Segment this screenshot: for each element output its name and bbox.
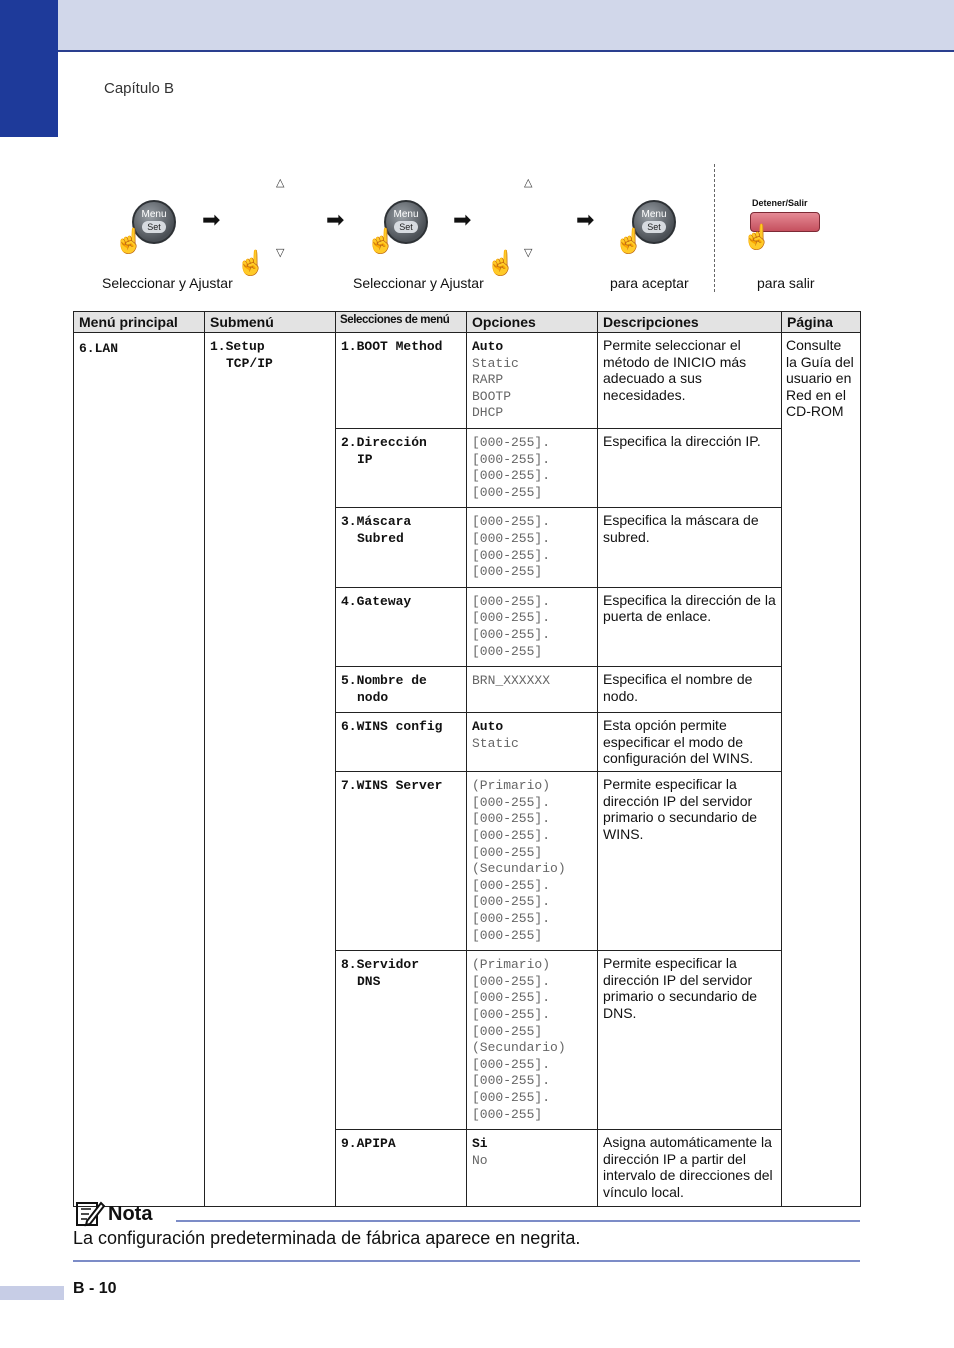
submenu-num: 1.	[210, 339, 226, 354]
selection-label: Dirección	[356, 434, 427, 450]
default-option: Si	[472, 1136, 488, 1152]
option-value: [000-255].	[472, 794, 551, 810]
arrow-right-icon: ➡	[202, 207, 221, 232]
option-value: RARP	[472, 372, 504, 388]
down-triangle-icon: ▽	[276, 247, 285, 259]
selection-label: Servidor	[356, 957, 420, 973]
option-value: BOOTP	[472, 388, 512, 404]
up-triangle-icon: △	[276, 177, 285, 189]
pointing-hand-icon: ☝	[614, 228, 644, 255]
arrow-right-icon: ➡	[576, 207, 595, 232]
option-value: [000-255]	[472, 927, 543, 943]
option-value: [000-255].	[472, 626, 551, 642]
option-value: [000-255].	[472, 877, 551, 893]
option-value: BRN_XXXXXX	[472, 673, 551, 689]
selection-cell	[336, 428, 467, 507]
selection-cell	[336, 951, 467, 1130]
option-value: [000-255]	[472, 484, 543, 500]
header-submenu: Submenú	[205, 312, 336, 333]
submenu-line1: Setup	[225, 339, 265, 354]
menu-key-label: Menu	[393, 209, 419, 220]
option-value: [000-255].	[472, 547, 551, 563]
header-options: Opciones	[467, 312, 598, 333]
down-triangle-icon: ▽	[524, 247, 533, 259]
options-cell	[467, 1130, 598, 1207]
page-cell: Consulte la Guía del usuario en Red en el CD-ROM	[782, 333, 861, 1207]
selection-label: Máscara	[356, 514, 412, 530]
divider	[714, 164, 715, 292]
option-value: Static	[472, 355, 519, 371]
header-menu-selections: Selecciones de menú	[336, 312, 467, 333]
option-value: DHCP	[472, 405, 504, 421]
selection-num: 1.	[341, 339, 357, 354]
option-value: [000-255].	[472, 911, 551, 927]
option-value: [000-255].	[472, 1007, 551, 1022]
table-row	[74, 333, 861, 429]
selection-cell	[336, 713, 467, 772]
selection-num: 3.	[341, 514, 357, 530]
option-value: [000-255].	[472, 1056, 551, 1072]
default-option: Auto	[472, 339, 504, 354]
arrow-right-icon: ➡	[326, 207, 345, 232]
description-cell: Permite especificar la dirección IP del servidor primario o secundario de WINS.	[598, 772, 782, 951]
selection-num: 9.	[341, 1136, 357, 1152]
options-cell	[467, 667, 598, 713]
header-bar	[0, 0, 954, 52]
menu-key-label: Menu	[641, 209, 667, 220]
selection-num: 7.	[341, 778, 357, 794]
option-value: [000-255]	[472, 1023, 543, 1039]
description-cell: Asigna automáticamente la dirección IP a partir del intervalo de direcciones del vínculo local.	[598, 1130, 782, 1207]
note-text: La configuración predeterminada de fábrica aparece en negrita.	[73, 1228, 581, 1248]
footer-bar	[0, 1286, 64, 1300]
option-value: [000-255].	[472, 811, 551, 827]
option-value: [000-255].	[472, 1073, 551, 1089]
label-select-set-1: Seleccionar y Ajustar	[102, 275, 233, 291]
pointing-hand-icon: ☝	[742, 224, 772, 251]
description-cell: Especifica el nombre de nodo.	[598, 667, 782, 713]
selection-label-line2: DNS	[357, 973, 381, 989]
header-descriptions: Descripciones	[598, 312, 782, 333]
option-value: [000-255].	[472, 990, 551, 1006]
note-divider	[176, 1220, 860, 1222]
description-cell: Esta opción permite especificar el modo de configuración del WINS.	[598, 713, 782, 772]
note-title: Nota	[108, 1203, 153, 1225]
selection-num: 8.	[341, 957, 357, 973]
option-value: [000-255].	[472, 610, 551, 626]
label-exit: para salir	[757, 275, 815, 291]
label-accept: para aceptar	[610, 275, 689, 291]
selection-label: APIPA	[356, 1136, 396, 1152]
option-value: [000-255].	[472, 451, 551, 467]
option-value: (Secundario)	[472, 861, 566, 877]
main-menu-label: LAN	[94, 341, 119, 356]
selection-cell	[336, 667, 467, 713]
header-main-menu: Menú principal	[74, 312, 205, 333]
selection-num: 6.	[341, 719, 357, 735]
option-value: [000-255].	[472, 514, 551, 530]
table-header-row	[74, 312, 861, 333]
menu-set-key-2	[366, 200, 444, 270]
stop-exit-label: Detener/Salir	[752, 198, 808, 208]
selection-cell	[336, 333, 467, 429]
selection-label: WINS Server	[356, 778, 443, 794]
option-value: [000-255].	[472, 468, 551, 484]
selection-cell	[336, 587, 467, 666]
chapter-label: Capítulo B	[104, 80, 175, 97]
option-value: Static	[472, 735, 519, 751]
arrow-right-icon: ➡	[453, 207, 472, 232]
description-cell: Especifica la máscara de subred.	[598, 508, 782, 587]
option-value: (Primario)	[472, 957, 551, 973]
default-option: Auto	[472, 719, 504, 735]
pointing-hand-icon: ☝	[236, 250, 266, 277]
set-key-label: Set	[147, 222, 161, 232]
pointing-hand-icon: ☝	[366, 228, 396, 255]
main-menu-cell	[74, 333, 205, 1207]
label-select-set-2: Seleccionar y Ajustar	[353, 275, 484, 291]
option-value: [000-255].	[472, 593, 551, 609]
submenu-line2: TCP/IP	[226, 355, 273, 371]
up-triangle-icon: △	[524, 177, 533, 189]
note-pencil-icon	[75, 1199, 105, 1227]
key-sequence-diagram	[0, 160, 954, 300]
description-cell: Especifica la dirección de la puerta de enlace.	[598, 587, 782, 666]
header-page: Página	[782, 312, 861, 333]
option-value: [000-255].	[472, 530, 551, 546]
chapter-tab	[0, 0, 58, 137]
main-menu-num: 6.	[79, 341, 95, 356]
option-value: (Secundario)	[472, 1040, 566, 1056]
options-cell	[467, 772, 598, 951]
selection-num: 2.	[341, 434, 357, 450]
selection-cell	[336, 1130, 467, 1207]
page-number: B - 10	[73, 1280, 117, 1297]
description-cell: Permite especificar la dirección IP del servidor primario o secundario de DNS.	[598, 951, 782, 1130]
option-value: [000-255]	[472, 1106, 543, 1122]
description-cell: Especifica la dirección IP.	[598, 428, 782, 507]
option-value: [000-255].	[472, 434, 551, 450]
options-cell	[467, 508, 598, 587]
selection-num: 4.	[341, 593, 357, 609]
set-key-label: Set	[647, 222, 661, 232]
table-body	[74, 333, 861, 1207]
selection-label: Nombre de	[356, 673, 427, 689]
option-value: [000-255].	[472, 973, 551, 989]
menu-table	[73, 311, 861, 1207]
selection-label-line2: nodo	[357, 689, 389, 705]
selection-label: Gateway	[356, 593, 412, 609]
option-value: [000-255].	[472, 828, 551, 844]
option-value: [000-255].	[472, 1089, 551, 1105]
selection-num: 5.	[341, 673, 357, 689]
selection-label: WINS config	[356, 719, 443, 735]
option-value: [000-255].	[472, 894, 551, 910]
selection-label: BOOT Method	[356, 339, 443, 354]
options-cell	[467, 951, 598, 1130]
pointing-hand-icon: ☝	[114, 228, 144, 255]
option-value: [000-255]	[472, 564, 543, 580]
menu-key-label: Menu	[141, 209, 167, 220]
options-cell	[467, 428, 598, 507]
set-key-label: Set	[399, 222, 413, 232]
selection-label-line2: IP	[357, 451, 373, 467]
options-cell	[467, 587, 598, 666]
option-value: No	[472, 1152, 488, 1168]
selection-cell	[336, 508, 467, 587]
pointing-hand-icon: ☝	[486, 250, 516, 277]
options-cell	[467, 713, 598, 772]
option-value: [000-255]	[472, 643, 543, 659]
note-bottom-divider	[73, 1260, 860, 1262]
selection-cell	[336, 772, 467, 951]
option-value: (Primario)	[472, 778, 551, 794]
option-value: [000-255]	[472, 844, 543, 860]
menu-set-key-1	[114, 200, 192, 270]
submenu-cell	[205, 333, 336, 1207]
options-cell	[467, 333, 598, 429]
description-cell: Permite seleccionar el método de INICIO más adecuado a sus necesidades.	[598, 333, 782, 429]
menu-set-key-3	[614, 200, 692, 270]
selection-label-line2: Subred	[357, 530, 404, 546]
